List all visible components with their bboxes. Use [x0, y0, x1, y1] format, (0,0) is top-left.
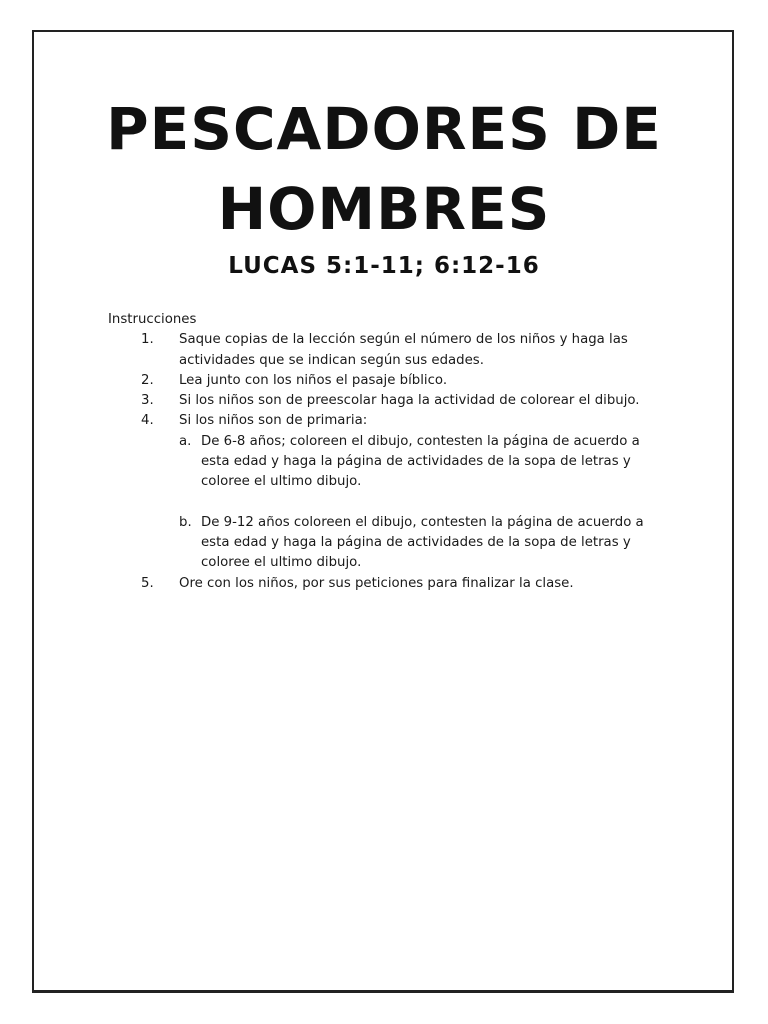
step-number: 2. — [141, 372, 154, 388]
instructions-heading: Instrucciones — [108, 312, 197, 327]
step-text: Ore con los niños, por sus peticiones para finalizar la clase. — [179, 575, 574, 591]
step-number: 4. — [141, 413, 154, 429]
step-text: Lea junto con los niños el pasaje bíblico. — [179, 372, 448, 388]
step-number: 5. — [141, 575, 154, 591]
step-text: Si los niños son de preescolar haga la actividad de colorear el dibujo. — [179, 393, 640, 409]
sub-list-item — [179, 513, 668, 574]
step-text: Si los niños son de primaria: — [179, 413, 368, 429]
sub-list — [108, 432, 668, 574]
step-number: 3. — [141, 393, 154, 409]
sub-step-label: a. — [179, 433, 192, 449]
sub-list-item — [179, 432, 668, 493]
sub-step-text: De 9-12 años coloreen el dibujo, contesten la página de acuerdo a esta edad y haga la página de actividades de la sopa de letras y coloree el ultimo dibujo. — [201, 514, 644, 571]
instructions-section — [108, 310, 668, 594]
list-item — [108, 391, 668, 411]
title-line-1: PESCADORES DE — [106, 95, 662, 163]
sub-step-label: b. — [179, 514, 192, 530]
title-line-2: HOMBRES — [217, 175, 551, 243]
step-text: Saque copias de la lección según el número de los niños y haga las actividades que se indican según sus edades. — [179, 332, 628, 368]
list-item — [108, 411, 668, 431]
list-item — [108, 371, 668, 391]
sub-step-text: De 6-8 años; coloreen el dibujo, contesten la página de acuerdo a esta edad y haga la página de actividades de la sopa de letras y coloree el ultimo dibujo. — [201, 433, 640, 490]
scripture-reference: LUCAS 5:1-11; 6:12-16 — [228, 253, 540, 279]
spacer — [179, 493, 668, 513]
list-item — [108, 574, 668, 594]
list-item — [108, 330, 668, 371]
step-number: 1. — [141, 332, 154, 348]
